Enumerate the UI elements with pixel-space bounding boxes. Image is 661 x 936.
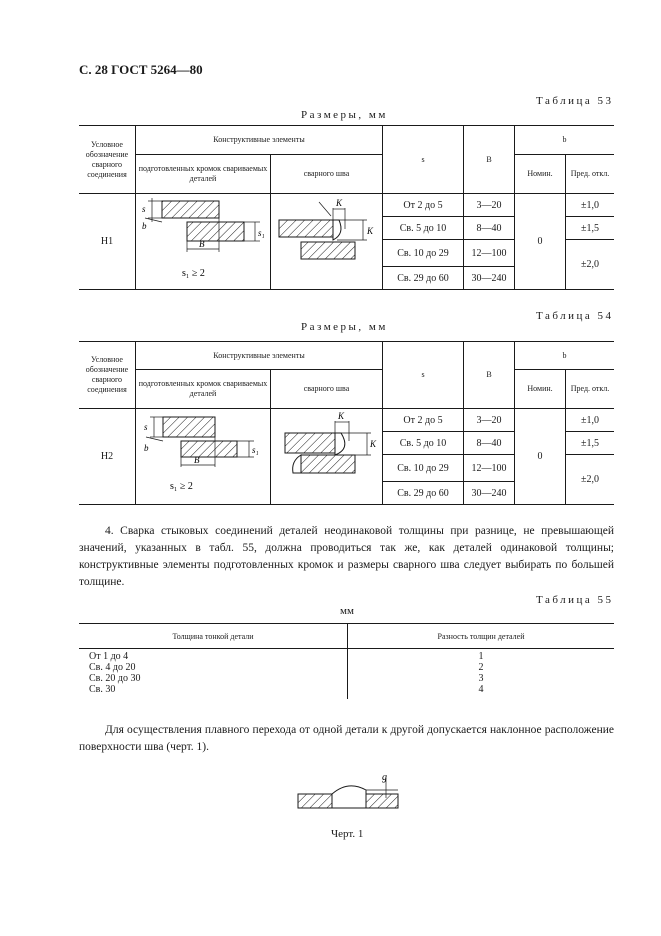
weld-seam-drawing — [271, 194, 382, 286]
s-cell: Св. 5 до 10 — [383, 432, 464, 455]
dim-K2: K — [370, 439, 377, 449]
col-weld: сварного шва — [271, 155, 383, 194]
dim-s: s — [144, 422, 148, 432]
figure-1-drawing — [290, 768, 410, 818]
col-B: B — [464, 342, 515, 409]
dim-b: b — [142, 221, 147, 231]
B-cell: 30—240 — [464, 482, 515, 505]
table54 — [79, 341, 614, 505]
diff-value: 2 — [478, 662, 484, 673]
dim-B: B — [199, 239, 205, 249]
s-cell: Св. 10 до 29 — [383, 455, 464, 482]
col-diff: Разность толщин деталей — [348, 624, 615, 649]
dim-b: b — [144, 443, 149, 453]
table55 — [79, 623, 614, 699]
prepared-edges-drawing — [136, 409, 270, 501]
diff-value: 4 — [478, 684, 484, 695]
col-designation: Условное обозначение сварного соединения — [79, 126, 136, 194]
table54-caption: Размеры, мм — [301, 321, 388, 333]
col-nom: Номин. — [515, 155, 566, 194]
thin-value: Св. 30 — [89, 684, 116, 695]
col-prepared: подготовленных кромок свариваемых деталей — [136, 155, 271, 194]
B-cell: 8—40 — [464, 432, 515, 455]
s-cell: Св. 5 до 10 — [383, 217, 464, 240]
figure-caption: Черт. 1 — [331, 828, 364, 840]
col-b: b — [515, 342, 615, 370]
dev-cell: ±1,0 — [566, 409, 615, 432]
col-elements: Конструктивные элементы — [136, 126, 383, 155]
col-dev: Пред. откл. — [566, 155, 615, 194]
weld-sketch — [271, 409, 383, 505]
weld-seam-drawing — [271, 409, 382, 501]
dim-B: B — [194, 455, 200, 465]
col-thin: Толщина тонкой детали — [79, 624, 348, 649]
prepared-sketch — [136, 194, 271, 290]
diff-list — [348, 649, 615, 696]
s-cell: Св. 10 до 29 — [383, 240, 464, 267]
B-cell: 8—40 — [464, 217, 515, 240]
s-cell: От 2 до 5 — [383, 194, 464, 217]
col-s: s — [383, 342, 464, 409]
thin-value: Св. 20 до 30 — [89, 673, 141, 684]
s-cell: Св. 29 до 60 — [383, 267, 464, 290]
thin-list — [79, 649, 348, 696]
prepared-edges-drawing — [136, 194, 270, 286]
col-s: s — [383, 126, 464, 194]
table55-caption: мм — [340, 605, 354, 617]
B-cell: 12—100 — [464, 240, 515, 267]
designation: Н1 — [79, 194, 136, 290]
page-header: С. 28 ГОСТ 5264—80 — [79, 62, 203, 77]
B-cell: 3—20 — [464, 194, 515, 217]
paragraph-5: Для осуществления плавного перехода от одной детали к другой допускается наклонное расположение поверхности шва (черт. 1). — [79, 724, 614, 753]
col-nom: Номин. — [515, 370, 566, 409]
col-designation: Условное обозначение сварного соединения — [79, 342, 136, 409]
col-B: B — [464, 126, 515, 194]
designation: Н2 — [79, 409, 136, 505]
col-b: b — [515, 126, 615, 155]
B-cell: 12—100 — [464, 455, 515, 482]
dim-K: K — [338, 411, 345, 421]
paragraph-4: 4. Сварка стыковых соединений деталей неодинаковой толщины при разнице, не превышающей значений, указанных в табл. 55, должна проводиться так же, как деталей одинаковой толщины; конструктивные элементы подготовленных кромок и размеры сварного шва следует выбирать по большей толщине. — [79, 525, 614, 588]
table54-label: Таблица 54 — [536, 310, 614, 322]
dim-K2: K — [367, 226, 374, 236]
col-prepared: подготовленных кромок свариваемых деталей — [136, 370, 271, 409]
dim-s1: s₁ — [252, 445, 259, 455]
dim-s: s — [142, 204, 146, 214]
prepared-sketch — [136, 409, 271, 505]
dim-s1: s₁ — [258, 228, 265, 238]
thin-value: Св. 4 до 20 — [89, 662, 136, 673]
dev-cell: ±2,0 — [566, 455, 615, 505]
s-cell: Св. 29 до 60 — [383, 482, 464, 505]
col-dev: Пред. откл. — [566, 370, 615, 409]
table53-caption: Размеры, мм — [301, 109, 388, 121]
sketch-note: s₁ ≥ 2 — [170, 481, 193, 492]
dev-cell: ±1,5 — [566, 432, 615, 455]
diff-value: 3 — [478, 673, 484, 684]
weld-sketch — [271, 194, 383, 290]
thin-value: От 1 до 4 — [89, 651, 129, 662]
s-cell: От 2 до 5 — [383, 409, 464, 432]
col-elements: Конструктивные элементы — [136, 342, 383, 370]
sketch-note: s₁ ≥ 2 — [182, 268, 205, 279]
b-nom: 0 — [515, 194, 566, 290]
B-cell: 3—20 — [464, 409, 515, 432]
dev-cell: ±1,0 — [566, 194, 615, 217]
dim-K: K — [336, 198, 343, 208]
diff-value: 1 — [478, 651, 484, 662]
table53-label: Таблица 53 — [536, 95, 614, 107]
col-weld: сварного шва — [271, 370, 383, 409]
dev-cell: ±2,0 — [566, 240, 615, 290]
table53 — [79, 125, 614, 290]
B-cell: 30—240 — [464, 267, 515, 290]
dim-g: g — [382, 772, 387, 783]
b-nom: 0 — [515, 409, 566, 505]
table55-label: Таблица 55 — [536, 594, 614, 606]
dev-cell: ±1,5 — [566, 217, 615, 240]
